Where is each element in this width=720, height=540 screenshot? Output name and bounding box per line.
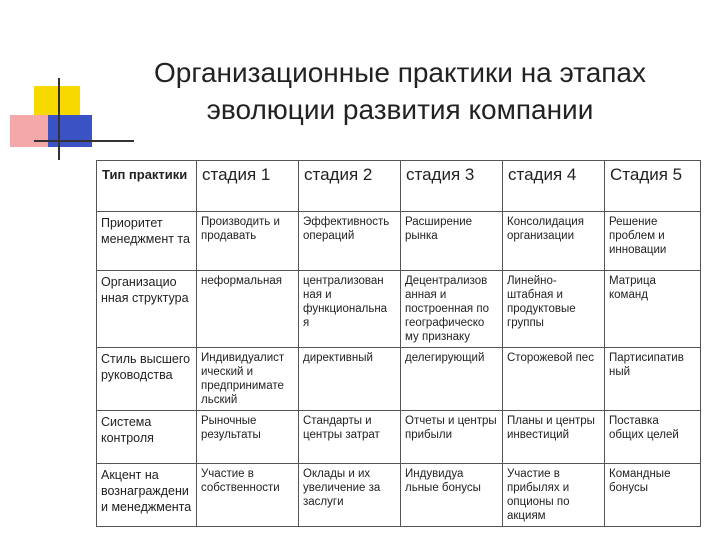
row-label-cell: Система контроля	[97, 411, 197, 464]
table-row	[97, 212, 701, 271]
table-cell: Линейно-штабная и продуктовые группы	[503, 271, 605, 348]
table-cell: Решение проблем и инновации	[605, 212, 701, 271]
decor-blue-square	[48, 115, 92, 147]
table-cell: Участие в прибылях и опционы по акциям	[503, 464, 605, 527]
table-row	[97, 464, 701, 527]
table-cell: Консолидация организации	[503, 212, 605, 271]
table-cell: Расширение рынка	[401, 212, 503, 271]
decor-horizontal-line	[34, 140, 134, 142]
title-line-1: Организационные практики на этапах	[154, 57, 646, 88]
table-cell: директивный	[299, 348, 401, 411]
row-label-cell: Стиль высшего руководства	[97, 348, 197, 411]
table-cell: Производить и продавать	[197, 212, 299, 271]
table-cell: Матрица команд	[605, 271, 701, 348]
decor-red-square	[10, 115, 48, 147]
row-label-cell: Акцент на вознаграждени и менеджмента	[97, 464, 197, 527]
table-cell: Стандарты и центры затрат	[299, 411, 401, 464]
table-cell: Участие в собственности	[197, 464, 299, 527]
header-cell: стадия 1	[197, 161, 299, 212]
table-cell: Оклады и их увеличение за заслуги	[299, 464, 401, 527]
header-cell: стадия 2	[299, 161, 401, 212]
table-cell: Партисипатив ный	[605, 348, 701, 411]
decor-vertical-line	[58, 78, 60, 160]
row-label-cell: Приоритет менеджмент та	[97, 212, 197, 271]
table-cell: делегирующий	[401, 348, 503, 411]
table-cell: Рыночные результаты	[197, 411, 299, 464]
table-header-row	[97, 161, 701, 212]
table-cell: централизован ная и функциональна я	[299, 271, 401, 348]
table-row	[97, 411, 701, 464]
table-cell: Планы и центры инвестиций	[503, 411, 605, 464]
row-label-cell: Организацио нная структура	[97, 271, 197, 348]
header-cell: стадия 4	[503, 161, 605, 212]
slide-title	[100, 54, 700, 128]
table-cell: Эффективность операций	[299, 212, 401, 271]
table-cell: Командные бонусы	[605, 464, 701, 527]
header-cell: Стадия 5	[605, 161, 701, 212]
table-cell: Индувидуа льные бонусы	[401, 464, 503, 527]
table-cell: Сторожевой пес	[503, 348, 605, 411]
title-line-2: эволюции развития компании	[206, 94, 594, 125]
header-cell: стадия 3	[401, 161, 503, 212]
table-cell: Индивидуалист ический и предпринимате льский	[197, 348, 299, 411]
table-cell: Поставка общих целей	[605, 411, 701, 464]
practices-table	[96, 160, 701, 527]
table-cell: неформальная	[197, 271, 299, 348]
table-row	[97, 271, 701, 348]
header-cell: Тип практики	[97, 161, 197, 212]
table-row	[97, 348, 701, 411]
table-cell: Отчеты и центры прибыли	[401, 411, 503, 464]
table-cell: Децентрализов анная и построенная по географическо му признаку	[401, 271, 503, 348]
